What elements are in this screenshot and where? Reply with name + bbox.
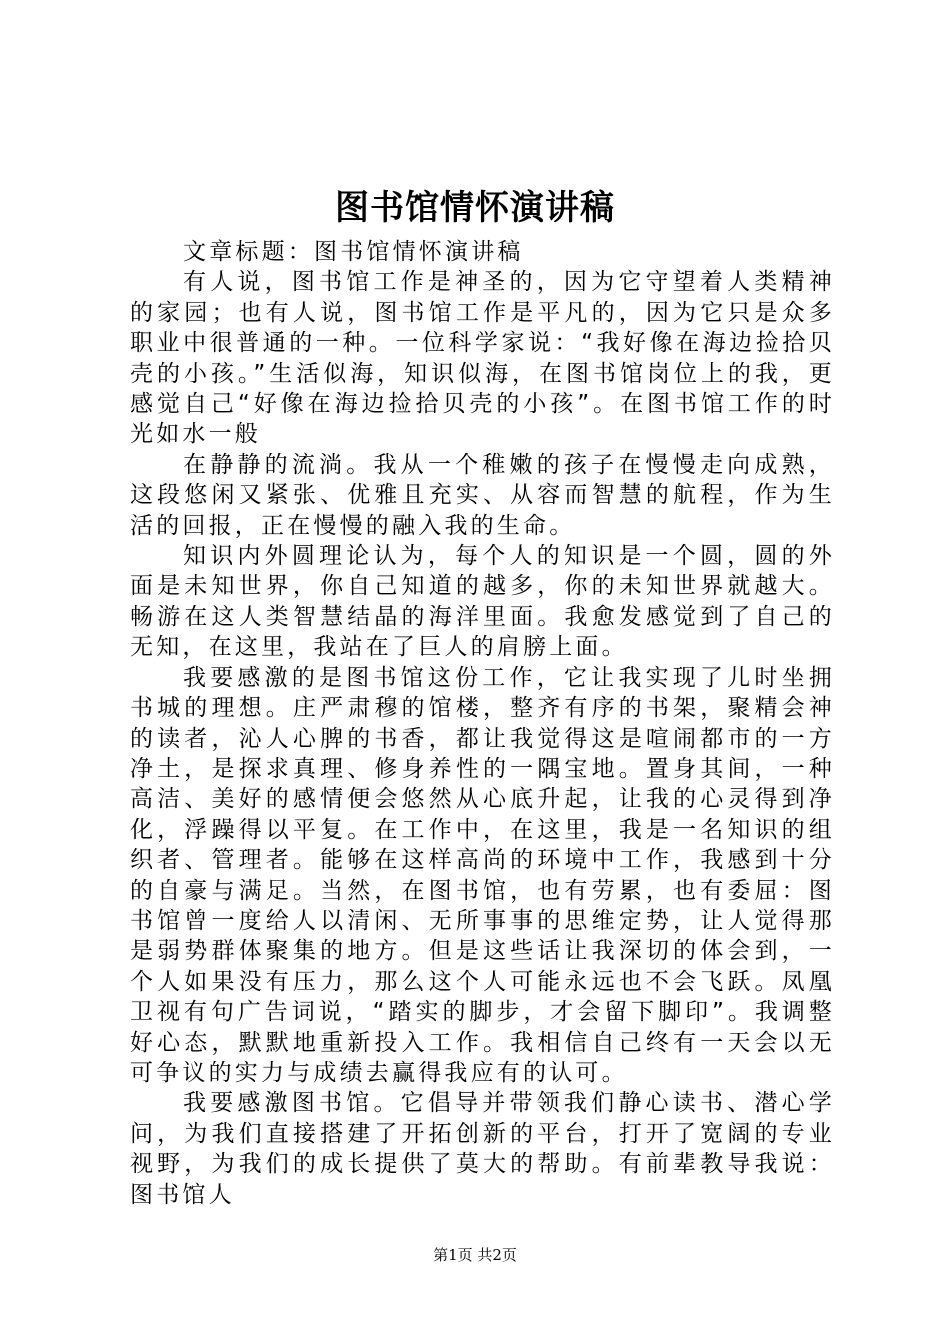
document-body: [130, 237, 835, 1210]
paragraph: 我要感激图书馆。它倡导并带领我们静心读书、潜心学问，为我们直接搭建了开拓创新的平台，打开了宽阔的专业视野，为我们的成长提供了莫大的帮助。有前辈教导我说：图书馆人: [130, 1090, 835, 1208]
article-title-line: 文章标题：图书馆情怀演讲稿: [183, 239, 524, 265]
paragraph: 在静静的流淌。我从一个稚嫩的孩子在慢慢走向成熟，这段悠闲又紧张、优雅且充实、从容而智慧的航程，作为生活的回报，正在慢慢的融入我的生命。: [130, 451, 835, 539]
page-number-footer: 第1页 共2页: [433, 1246, 517, 1264]
paragraph: 知识内外圆理论认为，每个人的知识是一个圆，圆的外面是未知世界，你自己知道的越多，你的未知世界就越大。畅游在这人类智慧结晶的海洋里面。我愈发感觉到了自己的无知，在这里，我站在了巨人的肩膀上面。: [130, 543, 835, 661]
paragraph: 我要感激的是图书馆这份工作，它让我实现了儿时坐拥书城的理想。庄严肃穆的馆楼，整齐有序的书架，聚精会神的读者，沁人心脾的书香，都让我觉得这是喧闹都市的一方净土，是探求真理、修身养性的一隅宝地。置身其间，一种高洁、美好的感情便会悠然从心底升起，让我的心灵得到净化，浮躁得以平复。在工作中，在这里，我是一名知识的组织者、管理者。能够在这样高尚的环境中工作，我感到十分的自豪与满足。当然，在图书馆，也有劳累，也有委屈：图书馆曾一度给人以清闲、无所事事的思维定势，让人觉得那是弱势群体聚集的地方。但是这些话让我深切的体会到，一个人如果没有压力，那么这个人可能永远也不会飞跃。凤凰卫视有句广告词说，“踏实的脚步，才会留下脚印”。我调整好心态，默默地重新投入工作。我相信自己终有一天会以无可争议的实力与成绩去赢得我应有的认可。: [130, 664, 835, 1086]
paragraph: 有人说，图书馆工作是神圣的，因为它守望着人类精神的家园；也有人说，图书馆工作是平凡的，因为它只是众多职业中很普通的一种。一位科学家说：“我好像在海边捡拾贝壳的小孩。”生活似海，知识似海，在图书馆岗位上的我，更感觉自己“好像在海边捡拾贝壳的小孩”。在图书馆工作的时光如水一般: [130, 269, 835, 448]
document-title: 图书馆情怀演讲稿: [335, 188, 615, 228]
